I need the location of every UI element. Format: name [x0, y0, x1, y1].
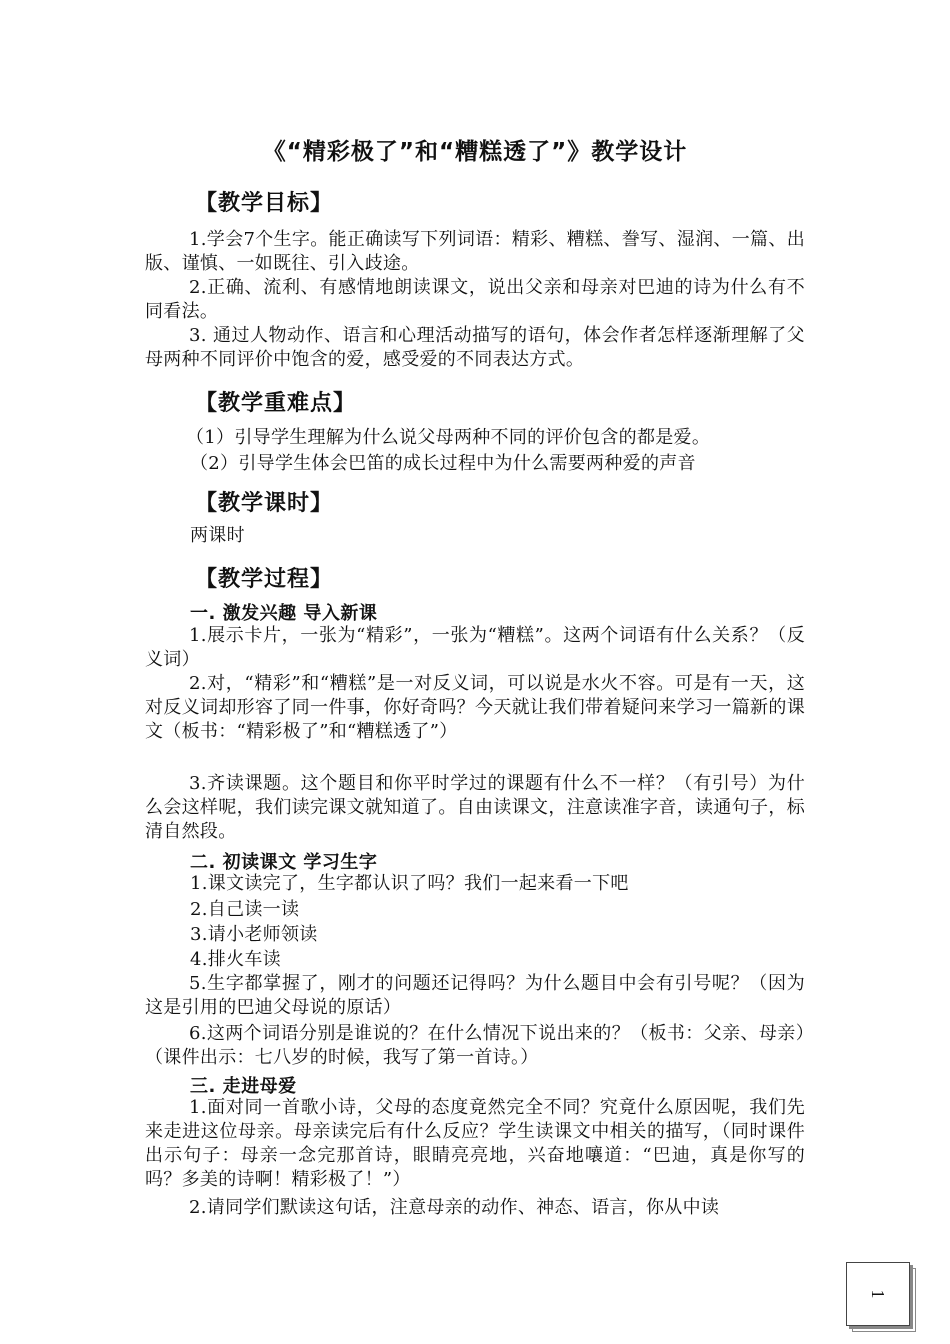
time-heading: 【教学课时】 [195, 491, 334, 516]
step2-item: 4.排火车读 [190, 949, 281, 970]
key-point-item: （2）引导学生体会巴笛的成长过程中为什么需要两种爱的声音 [190, 453, 696, 474]
page-number: 1 [868, 1289, 889, 1299]
goal-item: 1.学会7个生字。能正确读写下列词语：精彩、糟糕、誊写、湿润、一篇、出版、谨慎、一如既往、引入歧途。 [145, 229, 805, 274]
step1-item: 3.齐读课题。这个题目和你平时学过的课题有什么不一样？（有引号）为什么会这样呢，我们读完课文就知道了。自由读课文，注意读准字音，读通句子，标清自然段。 [145, 773, 805, 842]
step2-item: 2.自己读一读 [190, 899, 300, 920]
step3-heading: 三. 走进母爱 [190, 1076, 297, 1097]
goals-heading: 【教学目标】 [195, 191, 334, 216]
key-points-heading: 【教学重难点】 [195, 391, 357, 416]
goal-item: 2.正确、流利、有感情地朗读课文，说出父亲和母亲对巴迪的诗为什么有不同看法。 [145, 277, 805, 322]
key-point-item: （1）引导学生理解为什么说父母两种不同的评价包含的都是爱。 [186, 427, 711, 448]
time-text: 两课时 [190, 525, 245, 546]
page-number-box [846, 1262, 910, 1326]
step3-item: 2.请同学们默读这句话，注意母亲的动作、神态、语言，你从中读 [189, 1197, 720, 1218]
goal-item: 3. 通过人物动作、语言和心理活动描写的语句，体会作者怎样逐渐理解了父母两种不同评价中饱含的爱，感受爱的不同表达方式。 [145, 325, 805, 370]
step2-item: 5.生字都掌握了，刚才的问题还记得吗？为什么题目中会有引号呢？（因为这是引用的巴迪父母说的原话） [145, 973, 805, 1018]
step3-item: 1.面对同一首歌小诗，父母的态度竟然完全不同？究竟什么原因呢，我们先来走进这位母亲。母亲读完后有什么反应？学生读课文中相关的描写，（同时课件出示句子：母亲一念完那首诗，眼睛亮亮地，兴奋地嚷道：“巴迪，真是你写的吗？多美的诗啊！精彩极了！”） [145, 1097, 805, 1190]
step2-heading: 二. 初读课文 学习生字 [190, 852, 378, 873]
document-title: 《“精彩极了”和“糟糕透了”》教学设计 [262, 139, 688, 165]
process-heading: 【教学过程】 [195, 567, 334, 592]
step1-heading: 一. 激发兴趣 导入新课 [190, 603, 378, 624]
step1-item: 2.对，“精彩”和“糟糕”是一对反义词，可以说是水火不容。可是有一天，这对反义词却形容了同一件事，你好奇吗？今天就让我们带着疑问来学习一篇新的课文（板书：“精彩极了”和“糟糕透了”） [145, 673, 805, 742]
step2-item: 6.这两个词语分别是谁说的？在什么情况下说出来的？（板书：父亲、母亲）（课件出示：七八岁的时候，我写了第一首诗。） [145, 1023, 805, 1068]
step1-item: 1.展示卡片，一张为“精彩”，一张为“糟糕”。这两个词语有什么关系？（反义词） [145, 625, 805, 670]
step2-item: 3.请小老师领读 [190, 924, 318, 945]
step2-item: 1.课文读完了，生字都认识了吗？我们一起来看一下吧 [190, 873, 629, 894]
